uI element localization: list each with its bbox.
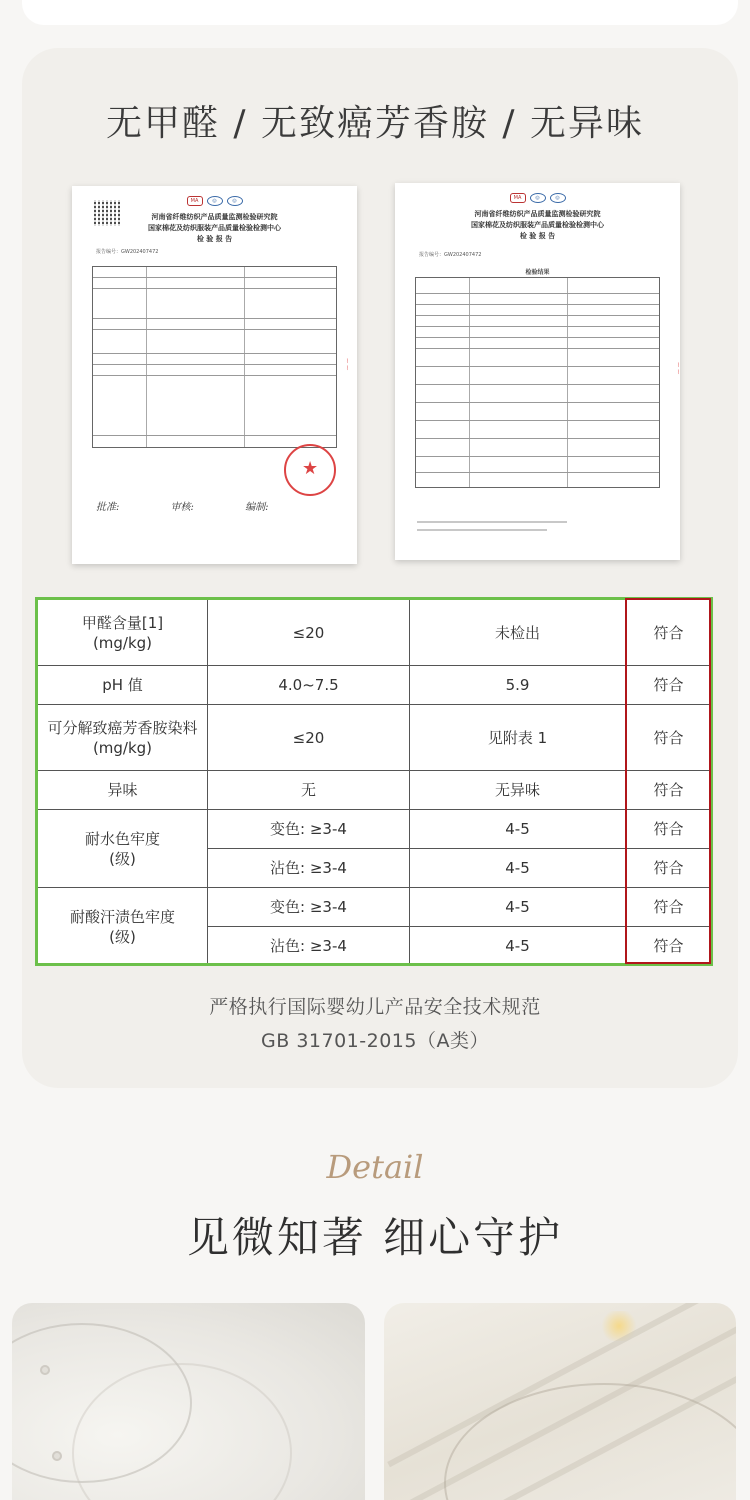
seam-stamp-icon: ⌇⌇ [344, 358, 351, 372]
panel-title: 无甲醛 / 无致癌芳香胺 / 无异味 [105, 103, 645, 144]
institute-name: 河南省纤维纺织产品质量监测检验研究院 [151, 213, 278, 221]
note-line [417, 529, 547, 531]
verdict-cell: 符合 [626, 810, 712, 849]
results-table [37, 599, 712, 966]
center-name: 国家棉花及纺织服装产品质量检验检测中心 [148, 224, 281, 232]
item-cell: 甲醛含量[1] (mg/kg) [38, 600, 208, 666]
document-type: 检 验 报 告 [519, 232, 556, 240]
verdict-cell: 符合 [626, 666, 712, 705]
cma-logo-icon: MA [510, 193, 526, 203]
verdict-cell: 符合 [626, 888, 712, 927]
standard-statement [0, 990, 750, 1058]
requirement-cell: 沾色: ≥3-4 [208, 849, 410, 888]
requirement-cell: ≤20 [208, 705, 410, 771]
requirement-cell: 变色: ≥3-4 [208, 810, 410, 849]
report-form-grid [92, 266, 337, 448]
standard-line-2: GB 31701-2015（A类） [261, 1030, 489, 1052]
table-row [38, 666, 712, 705]
result-cell: 4-5 [410, 927, 626, 966]
reviewer-label: 审核: [170, 502, 194, 513]
cma-logo-icon: MA [187, 196, 203, 206]
results-section-title: 检验结果 [525, 269, 550, 276]
item-cell: 异味 [38, 771, 208, 810]
result-cell: 4-5 [410, 888, 626, 927]
item-cell: pH 值 [38, 666, 208, 705]
requirement-cell: 变色: ≥3-4 [208, 888, 410, 927]
ilac-logo-icon: ◎ [207, 196, 223, 206]
result-cell: 无异味 [410, 771, 626, 810]
results-form-grid [415, 277, 660, 488]
result-cell: 5.9 [410, 666, 626, 705]
cnas-logo-icon: ◎ [550, 193, 566, 203]
result-cell: 未检出 [410, 600, 626, 666]
approver-label: 批准: [96, 502, 120, 513]
snap-button-icon [52, 1451, 62, 1461]
certification-logos [395, 193, 680, 203]
seam-stamp-icon: ⌇⌇ [675, 362, 682, 376]
table-row [38, 888, 712, 927]
result-cell: 4-5 [410, 849, 626, 888]
top-card-edge [22, 0, 738, 25]
requirement-cell: 无 [208, 771, 410, 810]
item-cell: 可分解致癌芳香胺染料 (mg/kg) [38, 705, 208, 771]
item-cell: 耐酸汗渍色牢度 (级) [38, 888, 208, 966]
red-seal-icon: ★ [284, 444, 336, 496]
result-cell: 4-5 [410, 810, 626, 849]
ilac-logo-icon: ◎ [530, 193, 546, 203]
test-report-image-right[interactable] [395, 183, 680, 560]
document-type: 检 验 报 告 [196, 235, 233, 243]
detail-script-heading: Detail [326, 1148, 424, 1186]
editor-label: 编制: [245, 502, 269, 513]
report-header [72, 212, 357, 245]
detail-title: 见微知著 细心守护 [186, 1213, 564, 1262]
certification-logos [72, 196, 357, 206]
note-line [417, 521, 567, 523]
center-name: 国家棉花及纺织服装产品质量检验检测中心 [471, 221, 604, 229]
report-number: 报告编号：GW202407472 [96, 249, 159, 255]
sleeve-cuff [444, 1383, 736, 1500]
table-row [38, 810, 712, 849]
verdict-cell: 符合 [626, 771, 712, 810]
table-row [38, 771, 712, 810]
requirement-cell: 4.0~7.5 [208, 666, 410, 705]
table-row [38, 705, 712, 771]
standard-line-1: 严格执行国际婴幼儿产品安全技术规范 [209, 996, 541, 1018]
report-number: 报告编号：GW202407472 [419, 252, 482, 258]
table-row [38, 600, 712, 666]
test-report-image-left[interactable] [72, 186, 357, 564]
verdict-cell: 符合 [626, 600, 712, 666]
cnas-logo-icon: ◎ [227, 196, 243, 206]
requirement-cell: ≤20 [208, 600, 410, 666]
snap-button-icon [40, 1365, 50, 1375]
report-header [395, 209, 680, 242]
item-cell: 耐水色牢度 (级) [38, 810, 208, 888]
verdict-cell: 符合 [626, 849, 712, 888]
verdict-cell: 符合 [626, 927, 712, 966]
fabric-photo-sleeve[interactable] [384, 1303, 736, 1500]
result-cell: 见附表 1 [410, 705, 626, 771]
requirement-cell: 沾色: ≥3-4 [208, 927, 410, 966]
institute-name: 河南省纤维纺织产品质量监测检验研究院 [474, 210, 601, 218]
fabric-photo-collar[interactable] [12, 1303, 365, 1500]
verdict-cell: 符合 [626, 705, 712, 771]
signature-row [96, 498, 269, 513]
